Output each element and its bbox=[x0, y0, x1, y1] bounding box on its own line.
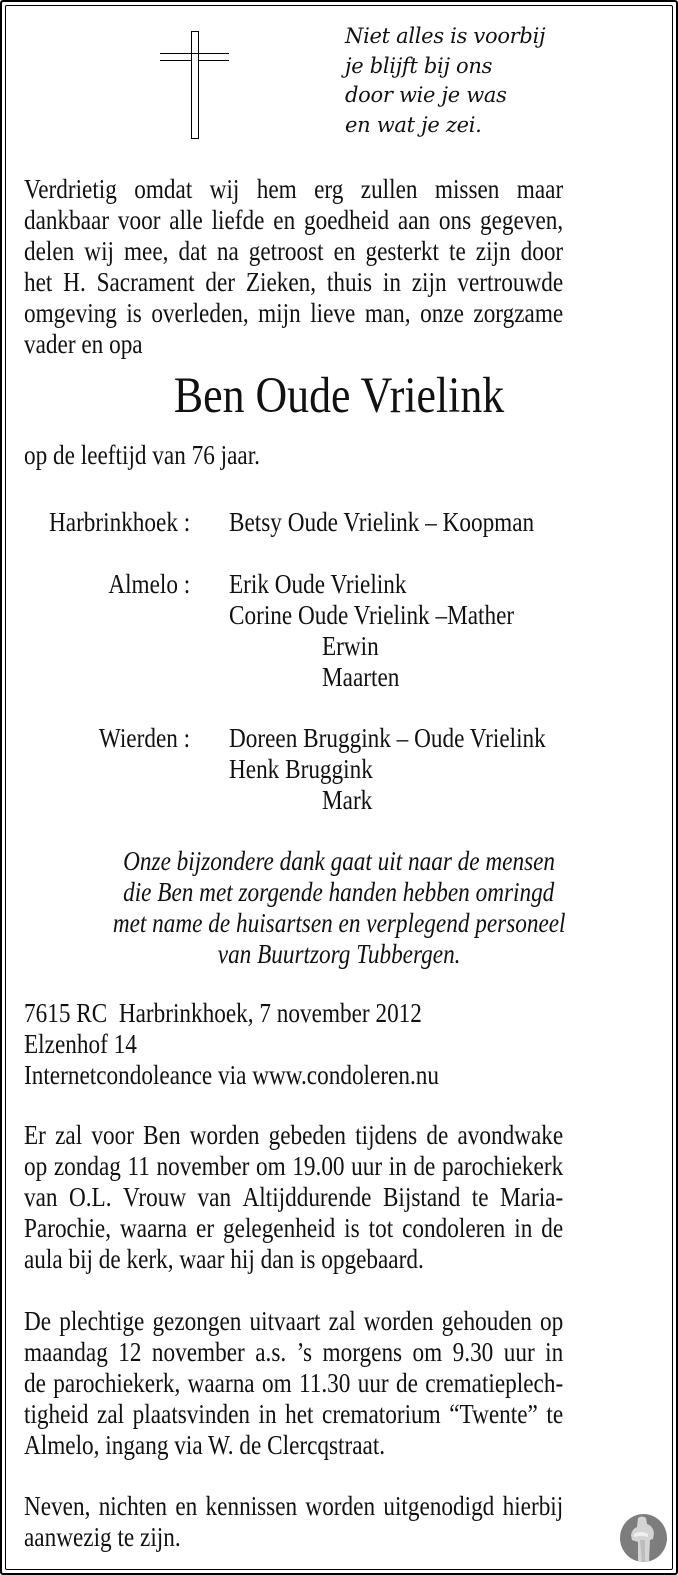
text-line bbox=[24, 1368, 651, 1399]
word: door bbox=[520, 236, 564, 266]
word: Almelo, ingang via W. de Clercqstraat. bbox=[24, 1430, 386, 1460]
family-member bbox=[229, 723, 597, 754]
word: voor bbox=[117, 205, 161, 235]
word: omgeving bbox=[24, 298, 117, 328]
condolence-text: Internetcondoleance via www.condoleren.nu bbox=[24, 1060, 439, 1090]
word: ’s bbox=[296, 1337, 313, 1367]
word: van bbox=[197, 1182, 232, 1212]
cross-intersection bbox=[192, 54, 198, 61]
text-line bbox=[24, 1337, 651, 1368]
word: zal bbox=[97, 1399, 125, 1429]
thanks-line: Onze bijzondere dank gaat uit naar de mensen bbox=[123, 846, 555, 876]
member-name: Corine Oude Vrielink –Mather bbox=[229, 600, 515, 630]
member-name: Henk Bruggink bbox=[229, 754, 373, 784]
age-line bbox=[24, 440, 651, 471]
word: voor bbox=[91, 1120, 134, 1150]
address-line-2 bbox=[24, 1029, 651, 1060]
poem bbox=[345, 22, 545, 140]
word: in bbox=[388, 1151, 407, 1181]
word: a.s. bbox=[255, 1337, 287, 1367]
word: der bbox=[205, 267, 236, 297]
text-line bbox=[24, 1430, 651, 1461]
word: in bbox=[545, 1337, 564, 1367]
word: gelegenheid bbox=[223, 1213, 336, 1243]
word: omdat bbox=[134, 174, 193, 204]
word: te bbox=[471, 1182, 489, 1212]
word: tot bbox=[368, 1213, 394, 1243]
text-line bbox=[24, 1213, 651, 1244]
word: crematorium bbox=[322, 1399, 441, 1429]
text-line bbox=[24, 267, 651, 298]
word: aula bij de kerk, waar hij dan is opgebaard. bbox=[24, 1244, 424, 1274]
word: condoleren bbox=[402, 1213, 506, 1243]
word: goedheid bbox=[303, 205, 390, 235]
word: kennissen bbox=[205, 1491, 298, 1521]
word: hierbij bbox=[502, 1491, 564, 1521]
word: van bbox=[24, 1182, 58, 1212]
thanks-line: van Buurtzorg Tubbergen. bbox=[217, 939, 461, 969]
word: is bbox=[126, 298, 142, 328]
poem-line: Niet alles is voorbij bbox=[345, 24, 546, 48]
text-line bbox=[24, 1244, 651, 1275]
text-line bbox=[24, 1399, 651, 1430]
word: november bbox=[156, 1151, 250, 1181]
poem-line: door wie je was bbox=[345, 83, 507, 107]
word: parochiekerk bbox=[441, 1151, 564, 1181]
word: Maria- bbox=[500, 1182, 564, 1212]
word: Altijddurende bbox=[242, 1182, 372, 1212]
word: thuis bbox=[326, 267, 373, 297]
family-place-harbrinkhoek bbox=[0, 507, 190, 538]
text-line bbox=[24, 1306, 651, 1337]
word: de bbox=[396, 1368, 418, 1398]
word: overleden, bbox=[151, 298, 249, 328]
word: te bbox=[546, 1399, 564, 1429]
word: dat bbox=[178, 236, 207, 266]
word: wij bbox=[209, 174, 240, 204]
word: 19.00 bbox=[292, 1151, 345, 1181]
word: in bbox=[258, 1399, 277, 1429]
cross-vertical bbox=[191, 31, 199, 139]
word: om bbox=[412, 1337, 443, 1367]
word: zondag bbox=[53, 1151, 121, 1181]
word: dankbaar bbox=[24, 205, 110, 235]
word: gezongen bbox=[152, 1306, 242, 1336]
text-line bbox=[24, 236, 651, 267]
word: het bbox=[24, 267, 53, 297]
word: avondwake bbox=[457, 1120, 564, 1150]
word: worden bbox=[305, 1491, 376, 1521]
family-member bbox=[229, 754, 396, 785]
text-line bbox=[24, 329, 651, 360]
word: O.L. bbox=[68, 1182, 112, 1212]
address-line-1 bbox=[24, 998, 651, 1029]
intro-paragraph bbox=[24, 174, 651, 360]
word: er bbox=[196, 1213, 215, 1243]
condolence-link-line bbox=[24, 1060, 651, 1091]
word: 11 bbox=[127, 1151, 150, 1181]
place-label: Almelo : bbox=[108, 569, 190, 599]
word: maandag bbox=[24, 1337, 108, 1367]
thanks-line: die Ben met zorgende handen hebben omringd bbox=[123, 877, 555, 907]
word: parochiekerk, bbox=[53, 1368, 181, 1398]
word: tigheid bbox=[24, 1399, 89, 1429]
word: te bbox=[449, 236, 466, 266]
funeral-paragraph bbox=[24, 1306, 651, 1461]
word: 11.30 bbox=[298, 1368, 351, 1398]
word: zal bbox=[55, 1120, 83, 1150]
word: de bbox=[541, 1213, 564, 1243]
word: Bijstand bbox=[382, 1182, 461, 1212]
word: “Twente” bbox=[449, 1399, 538, 1429]
word: Verdrietig bbox=[24, 174, 117, 204]
word: aan bbox=[397, 205, 431, 235]
word: Er bbox=[24, 1120, 46, 1150]
word: getroost bbox=[248, 236, 324, 266]
word: tijdens bbox=[355, 1120, 418, 1150]
word: is bbox=[344, 1213, 360, 1243]
text-line bbox=[24, 1182, 651, 1213]
word: en bbox=[175, 1491, 198, 1521]
word: nichten bbox=[98, 1491, 168, 1521]
member-name: Mark bbox=[322, 785, 373, 815]
word: Sacrament bbox=[96, 267, 195, 297]
word: plaatsvinden bbox=[132, 1399, 251, 1429]
word: mee, bbox=[123, 236, 169, 266]
text-line bbox=[24, 205, 651, 236]
word: zal bbox=[328, 1306, 356, 1336]
word: om bbox=[255, 1151, 286, 1181]
word: waarna bbox=[120, 1213, 188, 1243]
family-place-wierden bbox=[0, 723, 190, 754]
word: maar bbox=[516, 174, 564, 204]
family-grandchild bbox=[322, 631, 388, 662]
word: zijn bbox=[475, 236, 511, 266]
family-place-almelo bbox=[0, 569, 190, 600]
word: en bbox=[333, 236, 356, 266]
word: lieve bbox=[310, 298, 356, 328]
word: Vrouw bbox=[122, 1182, 187, 1212]
word: de bbox=[426, 1120, 449, 1150]
text-line bbox=[24, 174, 651, 205]
word: erg bbox=[314, 174, 344, 204]
word: gebeden bbox=[268, 1120, 347, 1150]
word: op bbox=[24, 1151, 48, 1181]
place-label: Wierden : bbox=[98, 723, 190, 753]
thanks-line: met name de huisartsen en verplegend personeel bbox=[112, 908, 566, 938]
word: worden bbox=[189, 1120, 260, 1150]
word: uur bbox=[357, 1368, 389, 1398]
word: uitgenodigd bbox=[383, 1491, 495, 1521]
poem-line: je blijft bij ons bbox=[345, 53, 493, 78]
member-name: Betsy Oude Vrielink – Koopman bbox=[229, 507, 535, 537]
word: De bbox=[24, 1306, 52, 1336]
embracing-figures-logo-icon bbox=[620, 1514, 667, 1562]
family-member bbox=[229, 507, 584, 538]
word: zullen bbox=[360, 174, 418, 204]
word: vertrouwde bbox=[457, 267, 564, 297]
word: waarna bbox=[187, 1368, 255, 1398]
text-line bbox=[24, 1151, 651, 1182]
text-line bbox=[24, 1120, 651, 1151]
logo-figures-icon bbox=[620, 1514, 667, 1562]
word: gehouden bbox=[441, 1306, 532, 1336]
word: Parochie, bbox=[24, 1213, 112, 1243]
member-name: Erwin bbox=[322, 631, 379, 661]
word: plechtige bbox=[59, 1306, 145, 1336]
member-name: Erik Oude Vrielink bbox=[229, 569, 407, 599]
word: op bbox=[539, 1306, 564, 1336]
word: het bbox=[285, 1399, 314, 1429]
word: de bbox=[24, 1368, 46, 1398]
word: wij bbox=[84, 236, 114, 266]
closing-paragraph bbox=[24, 1491, 651, 1553]
word: man, bbox=[364, 298, 411, 328]
word: om bbox=[261, 1368, 292, 1398]
place-label: Harbrinkhoek : bbox=[48, 507, 190, 537]
word: Neven, bbox=[24, 1491, 91, 1521]
deceased-name-text: Ben Oude Vrielink bbox=[173, 368, 505, 424]
family-member bbox=[229, 569, 435, 600]
word: morgens bbox=[322, 1337, 403, 1367]
word: H. bbox=[63, 267, 86, 297]
word: liefde bbox=[211, 205, 265, 235]
word: en bbox=[273, 205, 296, 235]
word: delen bbox=[24, 236, 75, 266]
word: uur bbox=[351, 1151, 383, 1181]
family-grandchild bbox=[322, 785, 380, 816]
thanks-block bbox=[0, 846, 678, 970]
word: zijn bbox=[411, 267, 447, 297]
word: crematieplech- bbox=[425, 1368, 564, 1398]
word: ons bbox=[438, 205, 472, 235]
word: gegeven, bbox=[480, 205, 564, 235]
word: zorgzame bbox=[473, 298, 564, 328]
member-name: Maarten bbox=[322, 662, 400, 692]
word: in bbox=[514, 1213, 533, 1243]
word: hem bbox=[256, 174, 297, 204]
word: de bbox=[413, 1151, 436, 1181]
text-line bbox=[24, 298, 651, 329]
family-grandchild bbox=[322, 662, 412, 693]
poem-line: en wat je zei. bbox=[345, 112, 482, 137]
word: vader en opa bbox=[24, 329, 143, 359]
word: uur bbox=[503, 1337, 535, 1367]
word: missen bbox=[434, 174, 500, 204]
word: aanwezig te zijn. bbox=[24, 1522, 181, 1552]
word: november bbox=[151, 1337, 245, 1367]
vigil-paragraph bbox=[24, 1120, 651, 1275]
word: na bbox=[216, 236, 239, 266]
word: 12 bbox=[118, 1337, 142, 1367]
word: Zieken, bbox=[245, 267, 317, 297]
text-line bbox=[24, 1491, 651, 1522]
word: uitvaart bbox=[249, 1306, 321, 1336]
word: Ben bbox=[143, 1120, 181, 1150]
address-text: Elzenhof 14 bbox=[24, 1029, 137, 1059]
family-member bbox=[229, 600, 561, 631]
word: alle bbox=[169, 205, 203, 235]
address-text: 7615 RC Harbrinkhoek, 7 november 2012 bbox=[24, 998, 422, 1028]
word: mijn bbox=[258, 298, 301, 328]
word: in bbox=[382, 267, 401, 297]
word: worden bbox=[363, 1306, 434, 1336]
word: onze bbox=[420, 298, 464, 328]
word: gesterkt bbox=[365, 236, 440, 266]
age-line-text: op de leeftijd van 76 jaar. bbox=[24, 440, 260, 470]
word: 9.30 bbox=[452, 1337, 494, 1367]
text-line bbox=[24, 1522, 651, 1553]
deceased-name bbox=[0, 366, 678, 426]
member-name: Doreen Bruggink – Oude Vrielink bbox=[229, 723, 546, 753]
